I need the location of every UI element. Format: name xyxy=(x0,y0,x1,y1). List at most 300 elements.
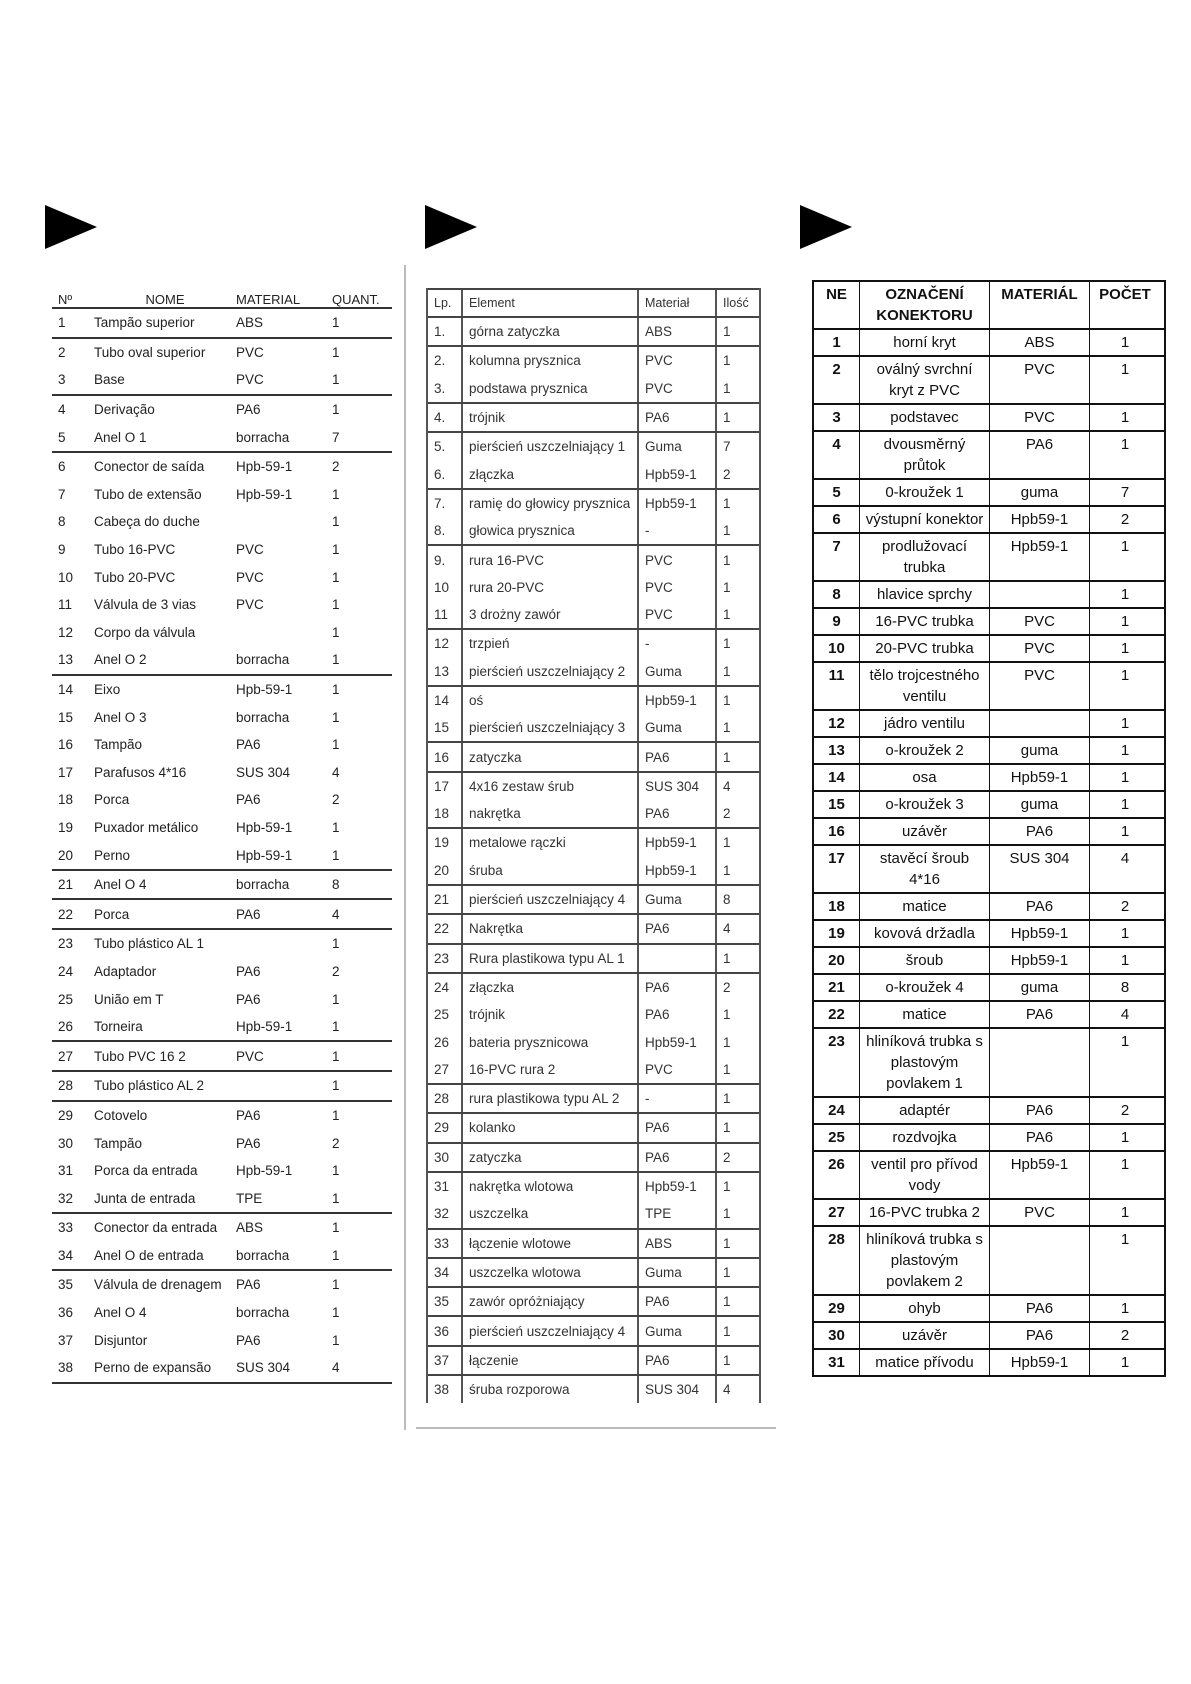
cell-no: 18 xyxy=(828,898,845,915)
cell-qty: 1 xyxy=(1089,609,1160,634)
cell-material: PA6 xyxy=(236,792,261,808)
cell-no: 28 xyxy=(58,1078,74,1094)
table-row xyxy=(52,869,392,899)
cell-qty: 2 xyxy=(1089,894,1160,919)
table-row xyxy=(52,536,392,564)
table-row xyxy=(52,423,392,451)
header-name: NOME xyxy=(145,292,185,307)
cell-qty: 1 xyxy=(1089,765,1160,790)
cell-name: trójnik xyxy=(463,404,639,431)
cell-material: Guma xyxy=(639,433,717,460)
cell-no: 33 xyxy=(428,1230,463,1257)
cell-no: 21 xyxy=(58,877,74,893)
cell-qty: 4 xyxy=(332,764,340,780)
cell-material: PA6 xyxy=(989,819,1089,844)
table-bottom-rule xyxy=(52,1382,392,1384)
cell-name: ramię do głowicy prysznica xyxy=(463,490,639,517)
cell-material: PVC xyxy=(639,574,717,601)
cell-material: Hpb59-1 xyxy=(639,490,717,517)
cell-material: PVC xyxy=(989,609,1089,634)
cell-qty: 2 xyxy=(1089,1098,1160,1123)
cell-material: Guma xyxy=(639,714,717,741)
cell-material: PA6 xyxy=(989,432,1089,478)
cell-no: 5 xyxy=(58,429,66,445)
table-row xyxy=(52,898,392,928)
table-row xyxy=(428,913,759,942)
cell-no: 38 xyxy=(428,1376,463,1403)
cell-material: borracha xyxy=(236,1305,290,1321)
table-row xyxy=(814,403,1164,430)
cell-no: 4. xyxy=(428,404,463,431)
cell-qty: 1 xyxy=(723,410,731,426)
table-header xyxy=(52,285,392,309)
table-row xyxy=(814,1123,1164,1150)
cell-no: 12 xyxy=(828,715,845,732)
table-row xyxy=(814,892,1164,919)
cell-name: uzávěr xyxy=(859,1323,989,1348)
cell-qty: 1 xyxy=(332,936,340,952)
cell-no: 25 xyxy=(428,1001,463,1028)
column-divider xyxy=(404,265,406,1430)
cell-material: PA6 xyxy=(236,402,261,418)
cell-qty: 1 xyxy=(1089,711,1160,736)
cell-material: PVC xyxy=(639,347,717,374)
cell-no: 18 xyxy=(428,800,463,827)
cell-no: 19 xyxy=(58,819,74,835)
cell-material: TPE xyxy=(639,1200,717,1227)
cell-name: 16-PVC trubka xyxy=(859,609,989,634)
cell-name: matice xyxy=(859,1002,989,1027)
cell-qty: 2 xyxy=(332,459,340,475)
cell-qty: 1 xyxy=(1089,921,1160,946)
cell-name: zatyczka xyxy=(463,1144,639,1171)
section-arrow-icon xyxy=(800,205,852,249)
cell-no: 19 xyxy=(428,829,463,856)
cell-material: Hpb59-1 xyxy=(639,829,717,856)
cell-name: jádro ventilu xyxy=(859,711,989,736)
cell-material: PA6 xyxy=(639,743,717,770)
cell-material xyxy=(989,582,1089,607)
table-row xyxy=(52,1129,392,1157)
cell-no: 14 xyxy=(828,769,845,786)
cell-qty: 1 xyxy=(1089,636,1160,661)
cell-name: trójnik xyxy=(463,1001,639,1028)
cell-name: Tubo de extensão xyxy=(94,486,202,502)
header-no: Nº xyxy=(58,292,73,307)
cell-qty: 1 xyxy=(332,542,340,558)
cell-qty: 4 xyxy=(332,1360,340,1376)
table-row xyxy=(814,919,1164,946)
cell-qty: 1 xyxy=(723,353,731,369)
table-row xyxy=(428,1374,759,1403)
cell-name: Tampão xyxy=(94,1135,143,1151)
cell-material: PVC xyxy=(989,405,1089,430)
cell-no: 22 xyxy=(428,915,463,942)
cell-qty: 1 xyxy=(332,344,340,360)
table-row xyxy=(428,375,759,402)
cell-no: 26 xyxy=(828,1156,845,1173)
table-row xyxy=(52,786,392,814)
cell-material: Hpb59-1 xyxy=(639,460,717,487)
cell-no: 21 xyxy=(828,979,845,996)
table-row xyxy=(428,318,759,345)
cell-name: Tubo PVC 16 2 xyxy=(94,1048,186,1064)
cell-name: prodlužovací trubka xyxy=(859,534,989,580)
cell-qty: 1 xyxy=(723,749,731,765)
cell-qty: 4 xyxy=(723,921,731,937)
parts-table-czech xyxy=(812,280,1166,1377)
cell-qty: 7 xyxy=(332,429,340,445)
cell-qty: 1 xyxy=(332,1107,340,1123)
cell-no: 24 xyxy=(58,963,74,979)
cell-no: 4 xyxy=(58,402,66,418)
cell-no: 17 xyxy=(828,850,845,867)
table-row xyxy=(814,430,1164,478)
cell-qty: 1 xyxy=(332,1277,340,1293)
cell-qty: 4 xyxy=(1089,846,1160,892)
table-row xyxy=(428,741,759,770)
cell-no: 35 xyxy=(58,1277,74,1293)
cell-no: 10 xyxy=(828,640,845,657)
cell-material: borracha xyxy=(236,429,290,445)
table-row xyxy=(428,601,759,628)
cell-material: PA6 xyxy=(236,991,261,1007)
cell-no: 10 xyxy=(428,574,463,601)
table-row xyxy=(814,607,1164,634)
table-row xyxy=(814,1348,1164,1375)
cell-no: 29 xyxy=(828,1300,845,1317)
section-arrow-icon xyxy=(45,205,97,249)
table-row xyxy=(428,714,759,741)
cell-material: PVC xyxy=(236,569,264,585)
cell-name: matice xyxy=(859,894,989,919)
table-row xyxy=(428,1142,759,1171)
cell-material: Guma xyxy=(639,658,717,685)
cell-material: PA6 xyxy=(236,1277,261,1293)
cell-material: PA6 xyxy=(236,963,261,979)
cell-material: PVC xyxy=(989,1200,1089,1225)
cell-no: 36 xyxy=(428,1317,463,1344)
cell-name: pierścień uszczelniający 1 xyxy=(463,433,639,460)
cell-material: Guma xyxy=(639,1259,717,1286)
cell-name: Válvula de 3 vias xyxy=(94,597,197,613)
cell-qty: 1 xyxy=(332,991,340,1007)
header-qty: POČET xyxy=(1089,282,1160,328)
table-row xyxy=(814,328,1164,355)
cell-no: 10 xyxy=(58,569,74,585)
cell-no: 23 xyxy=(428,945,463,972)
table-row xyxy=(52,731,392,759)
cell-qty: 8 xyxy=(1089,975,1160,1000)
cell-qty: 2 xyxy=(723,979,731,995)
cell-material: PA6 xyxy=(236,737,261,753)
cell-no: 23 xyxy=(828,1033,845,1050)
cell-qty: 1 xyxy=(332,1247,340,1263)
cell-qty: 1 xyxy=(723,1206,731,1222)
cell-material: Hpb59-1 xyxy=(989,507,1089,532)
table-row xyxy=(52,1242,392,1270)
cell-no: 13 xyxy=(428,658,463,685)
cell-material: Hpb59-1 xyxy=(639,857,717,884)
cell-material: borracha xyxy=(236,877,290,893)
cell-material: PVC xyxy=(236,1048,264,1064)
cell-material: Hpb59-1 xyxy=(989,921,1089,946)
cell-name: Cotovelo xyxy=(94,1107,148,1123)
table-row xyxy=(814,973,1164,1000)
cell-no: 34 xyxy=(428,1259,463,1286)
cell-material: PA6 xyxy=(236,906,261,922)
cell-no: 16 xyxy=(58,737,74,753)
cell-material: SUS 304 xyxy=(989,846,1089,892)
cell-name: uszczelka xyxy=(463,1200,639,1227)
cell-name: podstavec xyxy=(859,405,989,430)
table-row xyxy=(428,1112,759,1141)
cell-name: pierścień uszczelniający 4 xyxy=(463,1317,639,1344)
cell-name: Eixo xyxy=(94,682,121,698)
cell-no: 37 xyxy=(58,1332,74,1348)
cell-no: 27 xyxy=(428,1056,463,1083)
table-row xyxy=(52,1212,392,1242)
cell-qty: 1 xyxy=(332,1305,340,1321)
cell-no: 25 xyxy=(828,1129,845,1146)
cell-qty: 1 xyxy=(723,663,731,679)
cell-material: PA6 xyxy=(989,1296,1089,1321)
table-row xyxy=(428,1200,759,1227)
cell-name: ventil pro přívod vody xyxy=(859,1152,989,1198)
cell-material: PA6 xyxy=(989,894,1089,919)
cell-qty: 1 xyxy=(332,597,340,613)
cell-name: zawór opróżniający xyxy=(463,1288,639,1315)
cell-no: 12 xyxy=(58,624,74,640)
table-row xyxy=(52,394,392,424)
table-row xyxy=(814,355,1164,403)
table-row xyxy=(428,972,759,1001)
cell-material: PA6 xyxy=(236,1135,261,1151)
cell-qty: 1 xyxy=(1089,663,1160,709)
table-row xyxy=(52,1299,392,1327)
cell-qty: 1 xyxy=(723,523,731,539)
cell-qty: 1 xyxy=(723,1294,731,1310)
cell-name: Tampão xyxy=(94,737,143,753)
cell-qty: 4 xyxy=(332,906,340,922)
cell-name: kolumna prysznica xyxy=(463,347,639,374)
cell-qty: 1 xyxy=(1089,1350,1160,1375)
cell-no: 18 xyxy=(58,792,74,808)
cell-qty: 1 xyxy=(723,380,731,396)
cell-name: bateria prysznicowa xyxy=(463,1028,639,1055)
table-row xyxy=(52,563,392,591)
cell-no: 22 xyxy=(828,1006,845,1023)
cell-material: ABS xyxy=(236,1220,264,1236)
table-row xyxy=(52,958,392,986)
cell-qty: 1 xyxy=(723,324,731,340)
cell-qty: 7 xyxy=(723,439,731,455)
table-row xyxy=(52,1184,392,1212)
cell-no: 26 xyxy=(428,1028,463,1055)
table-row xyxy=(52,1354,392,1382)
cell-material: ABS xyxy=(639,1230,717,1257)
cell-name: nakrętka wlotowa xyxy=(463,1173,639,1200)
cell-qty: 1 xyxy=(1089,819,1160,844)
cell-no: 15 xyxy=(58,709,74,725)
cell-name: adaptér xyxy=(859,1098,989,1123)
cell-name: zatyczka xyxy=(463,743,639,770)
table-row xyxy=(814,1150,1164,1198)
cell-qty: 2 xyxy=(723,806,731,822)
cell-name: Junta de entrada xyxy=(94,1190,196,1206)
cell-name: osa xyxy=(859,765,989,790)
table-row xyxy=(814,763,1164,790)
cell-qty: 1 xyxy=(723,636,731,652)
cell-material xyxy=(989,711,1089,736)
table-header xyxy=(814,282,1164,328)
table-row xyxy=(814,844,1164,892)
cell-name: 16-PVC rura 2 xyxy=(463,1056,639,1083)
cell-name: Válvula de drenagem xyxy=(94,1277,222,1293)
cell-qty: 1 xyxy=(332,1220,340,1236)
cell-material: PVC xyxy=(989,636,1089,661)
cell-material: PA6 xyxy=(989,1125,1089,1150)
cell-material: PVC xyxy=(236,344,264,360)
cell-no: 16 xyxy=(428,743,463,770)
cell-name: o-kroužek 4 xyxy=(859,975,989,1000)
cell-name: dvousměrný průtok xyxy=(859,432,989,478)
cell-name: nakrętka xyxy=(463,800,639,827)
cell-qty: 1 xyxy=(723,835,731,851)
cell-name: Conector da entrada xyxy=(94,1220,218,1236)
cell-no: 7 xyxy=(58,486,66,502)
cell-qty: 1 xyxy=(332,847,340,863)
cell-qty: 1 xyxy=(723,1264,731,1280)
cell-material: PA6 xyxy=(639,1288,717,1315)
cell-name: Porca xyxy=(94,906,130,922)
cell-material: guma xyxy=(989,480,1089,505)
cell-name: výstupní konektor xyxy=(859,507,989,532)
cell-name: Torneira xyxy=(94,1019,143,1035)
table-row xyxy=(814,709,1164,736)
table-row xyxy=(428,685,759,714)
column-divider xyxy=(416,1427,776,1429)
cell-qty: 1 xyxy=(332,486,340,502)
cell-qty: 4 xyxy=(1089,1002,1160,1027)
table-row xyxy=(52,1326,392,1354)
cell-material: - xyxy=(639,517,717,544)
cell-no: 32 xyxy=(58,1190,74,1206)
table-row xyxy=(52,759,392,787)
table-row xyxy=(428,943,759,972)
cell-name: Corpo da válvula xyxy=(94,624,196,640)
cell-qty: 1 xyxy=(332,1078,340,1094)
cell-material: borracha xyxy=(236,1247,290,1263)
table-row xyxy=(52,619,392,647)
cell-material: - xyxy=(639,630,717,657)
cell-name: pierścień uszczelniający 4 xyxy=(463,886,639,913)
cell-name: Porca da entrada xyxy=(94,1163,198,1179)
cell-material: PA6 xyxy=(236,1107,261,1123)
cell-qty: 4 xyxy=(723,778,731,794)
cell-name: Tubo oval superior xyxy=(94,344,206,360)
cell-qty: 1 xyxy=(1089,1125,1160,1150)
cell-material: PVC xyxy=(639,546,717,573)
cell-no: 12 xyxy=(428,630,463,657)
cell-no: 6 xyxy=(832,511,841,528)
cell-material: Hpb-59-1 xyxy=(236,1019,293,1035)
cell-name: Disjuntor xyxy=(94,1332,148,1348)
table-row xyxy=(428,628,759,657)
cell-qty: 1 xyxy=(1089,1227,1160,1294)
table-row xyxy=(52,1100,392,1130)
cell-qty: 1 xyxy=(332,709,340,725)
cell-no: 29 xyxy=(58,1107,74,1123)
cell-name: tělo trojcestného ventilu xyxy=(859,663,989,709)
cell-material: PA6 xyxy=(236,1332,261,1348)
table-row xyxy=(428,1228,759,1257)
cell-name: União em T xyxy=(94,991,164,1007)
cell-material: Guma xyxy=(639,886,717,913)
cell-no: 16 xyxy=(828,823,845,840)
cell-no: 20 xyxy=(58,847,74,863)
cell-name: pierścień uszczelniający 2 xyxy=(463,658,639,685)
table-row xyxy=(814,1321,1164,1348)
header-material: MATERIAL xyxy=(236,292,301,307)
cell-name: rozdvojka xyxy=(859,1125,989,1150)
cell-name: trzpień xyxy=(463,630,639,657)
cell-name: Anel O 4 xyxy=(94,1305,147,1321)
table-row xyxy=(52,451,392,481)
cell-name: horní kryt xyxy=(859,330,989,355)
cell-name: o-kroužek 3 xyxy=(859,792,989,817)
section-arrow-icon xyxy=(425,205,477,249)
cell-no: 20 xyxy=(428,857,463,884)
cell-name: Puxador metálico xyxy=(94,819,199,835)
cell-name: oválný svrchní kryt z PVC xyxy=(859,357,989,403)
table-row xyxy=(428,884,759,913)
table-row xyxy=(814,1096,1164,1123)
cell-qty: 1 xyxy=(723,1235,731,1251)
cell-no: 14 xyxy=(58,682,74,698)
cell-qty: 1 xyxy=(723,1179,731,1195)
cell-no: 9 xyxy=(58,542,66,558)
cell-no: 28 xyxy=(828,1231,845,1248)
table-row xyxy=(814,736,1164,763)
cell-no: 13 xyxy=(828,742,845,759)
table-row xyxy=(52,1013,392,1041)
header-no: Lp. xyxy=(428,290,463,316)
cell-qty: 1 xyxy=(332,402,340,418)
cell-no: 17 xyxy=(58,764,74,780)
header-material: MATERIÁL xyxy=(989,282,1089,328)
cell-no: 13 xyxy=(58,652,74,668)
cell-no: 8 xyxy=(832,586,841,603)
table-row xyxy=(428,431,759,460)
cell-no: 30 xyxy=(828,1327,845,1344)
cell-qty: 1 xyxy=(332,624,340,640)
table-row xyxy=(52,1040,392,1070)
cell-no: 3 xyxy=(832,409,841,426)
cell-name: śruba xyxy=(463,857,639,884)
cell-material: Hpb59-1 xyxy=(639,1173,717,1200)
cell-qty: 1 xyxy=(723,950,731,966)
cell-no: 28 xyxy=(428,1085,463,1112)
table-row xyxy=(52,591,392,619)
cell-material: SUS 304 xyxy=(236,1360,291,1376)
header-no: NE xyxy=(826,286,847,303)
cell-name: Anel O 1 xyxy=(94,429,147,445)
cell-material: Hpb-59-1 xyxy=(236,1163,293,1179)
cell-name: Anel O de entrada xyxy=(94,1247,204,1263)
cell-no: 2. xyxy=(428,347,463,374)
cell-qty: 1 xyxy=(1089,1200,1160,1225)
